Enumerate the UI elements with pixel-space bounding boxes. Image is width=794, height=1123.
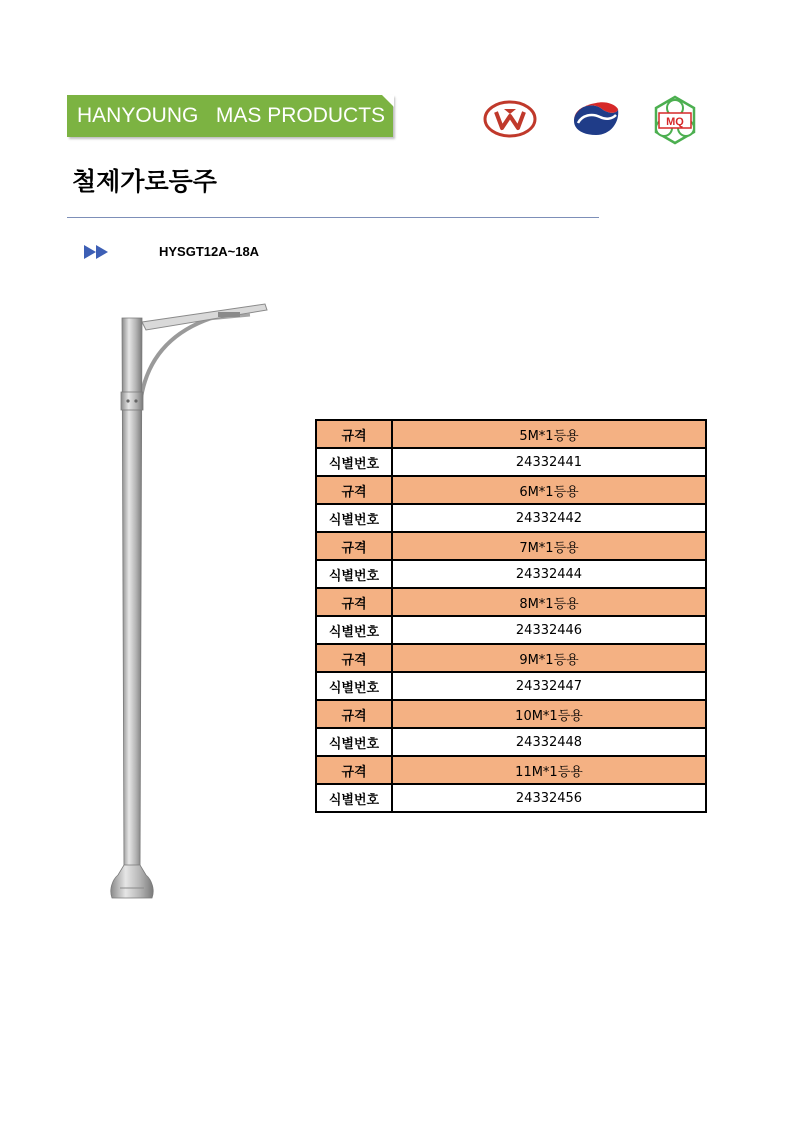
brand-banner: HANYOUNG MAS PRODUCTS	[67, 95, 393, 137]
spec-value: 5M*1등용	[392, 420, 706, 448]
spec-value: 7M*1등용	[392, 532, 706, 560]
code-row	[316, 448, 706, 476]
spec-label: 규격	[316, 420, 392, 448]
hanyoung-logo-icon	[482, 99, 538, 139]
code-label: 식별번호	[316, 504, 392, 532]
code-label: 식별번호	[316, 560, 392, 588]
code-value: 24332447	[392, 672, 706, 700]
page-title: 철제가로등주	[72, 167, 217, 196]
spec-row	[316, 532, 706, 560]
spec-label: 규격	[316, 476, 392, 504]
code-value: 24332442	[392, 504, 706, 532]
code-label: 식별번호	[316, 448, 392, 476]
code-row	[316, 616, 706, 644]
mq-mark-icon	[650, 94, 700, 146]
spec-value: 10M*1등용	[392, 700, 706, 728]
spec-row	[316, 420, 706, 448]
spec-row	[316, 644, 706, 672]
code-row	[316, 784, 706, 812]
code-value: 24332456	[392, 784, 706, 812]
code-label: 식별번호	[316, 672, 392, 700]
code-value: 24332446	[392, 616, 706, 644]
spec-row	[316, 700, 706, 728]
spec-table	[315, 419, 707, 813]
spec-label: 규격	[316, 644, 392, 672]
code-row	[316, 672, 706, 700]
korea-taegeuk-mark-icon	[570, 99, 622, 139]
spec-label: 규격	[316, 756, 392, 784]
spec-value: 11M*1등용	[392, 756, 706, 784]
code-row	[316, 728, 706, 756]
spec-label: 규격	[316, 700, 392, 728]
title-divider	[67, 217, 599, 218]
code-value: 24332444	[392, 560, 706, 588]
spec-label: 규격	[316, 588, 392, 616]
spec-value: 9M*1등용	[392, 644, 706, 672]
double-arrow-bullet-icon	[84, 245, 110, 259]
spec-row	[316, 476, 706, 504]
code-row	[316, 504, 706, 532]
code-label: 식별번호	[316, 616, 392, 644]
code-label: 식별번호	[316, 784, 392, 812]
code-label: 식별번호	[316, 728, 392, 756]
spec-row	[316, 756, 706, 784]
spec-value: 8M*1등용	[392, 588, 706, 616]
spec-label: 규격	[316, 532, 392, 560]
code-row	[316, 560, 706, 588]
model-number: HYSGT12A~18A	[159, 244, 260, 259]
code-value: 24332441	[392, 448, 706, 476]
code-value: 24332448	[392, 728, 706, 756]
mq-logo-text: MQ	[666, 116, 684, 128]
spec-row	[316, 588, 706, 616]
spec-value: 6M*1등용	[392, 476, 706, 504]
street-light-pole-image	[100, 300, 275, 905]
